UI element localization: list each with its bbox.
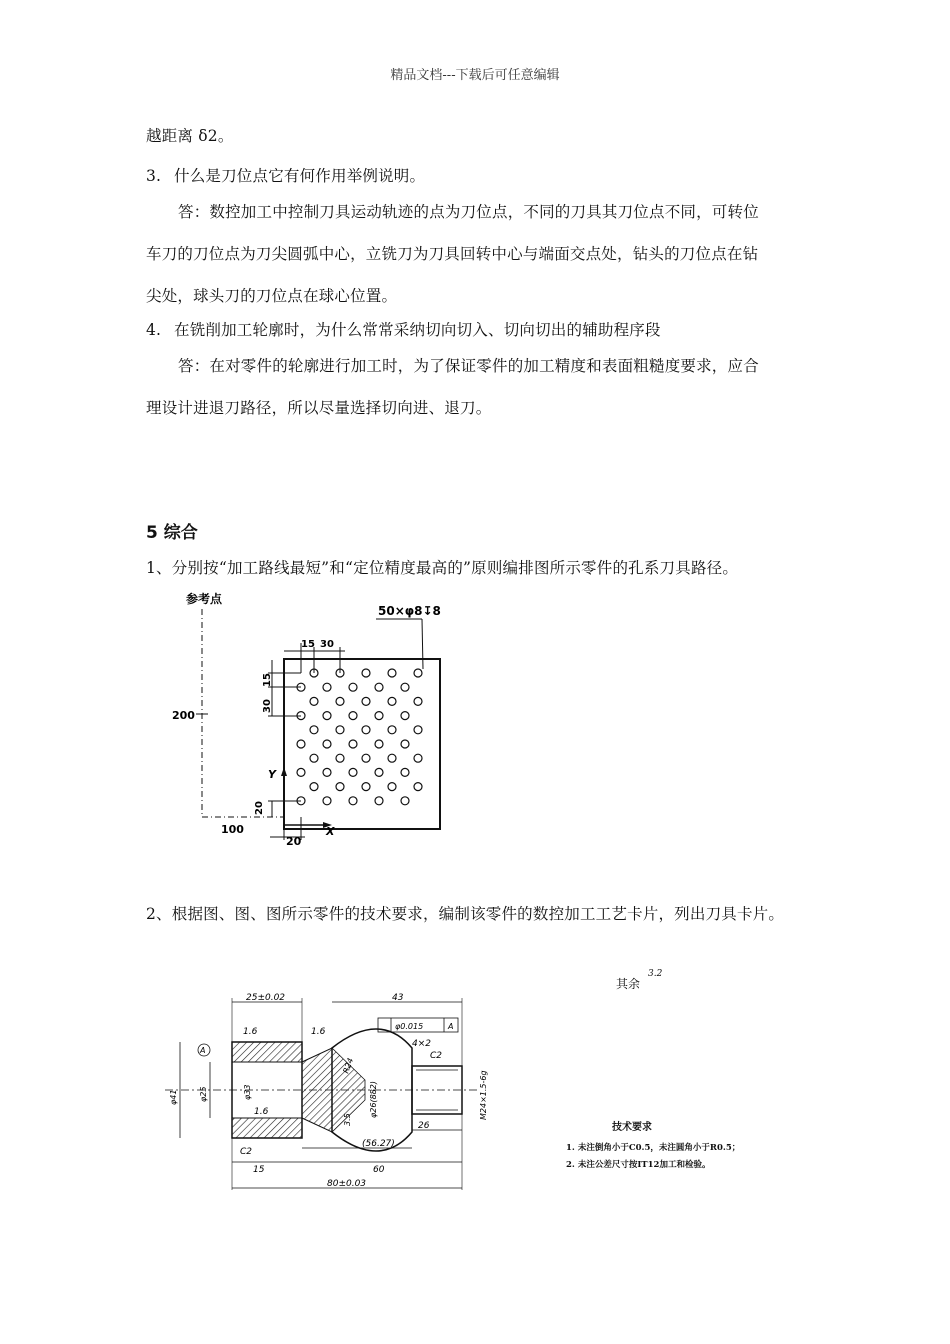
hole [388, 669, 396, 677]
hole [388, 726, 396, 734]
dim-20h: 20 [286, 835, 302, 848]
leader-line [422, 619, 423, 669]
hole [401, 712, 409, 720]
section-title: 5 综合 [146, 523, 198, 543]
question-number: 4. [146, 321, 162, 339]
tolerance-value: φ0.015 [395, 1022, 424, 1031]
dim-d33: φ33 [243, 1084, 252, 1100]
hole [336, 754, 344, 762]
hole [375, 712, 383, 720]
hatch-section [232, 1118, 302, 1138]
answer-line: 理设计进退刀路径，所以尽量选择切向进、退刀。 [146, 399, 492, 417]
tolerance-datum: A [448, 1022, 454, 1031]
dim-c2-left: C2 [240, 1147, 253, 1157]
hole [336, 783, 344, 791]
tech-requirement-1: 1. 未注倒角小于C0.5，未注圆角小于R0.5； [566, 1143, 741, 1153]
hole [349, 740, 357, 748]
hole [297, 740, 305, 748]
dim-30: 30 [320, 639, 334, 650]
hole [414, 754, 422, 762]
datum-label: A [200, 1046, 206, 1055]
y-axis-label: Y [268, 768, 276, 781]
hole [414, 783, 422, 791]
dim-20v: 20 [254, 801, 265, 815]
hole [401, 740, 409, 748]
roughness-value: 1.6 [311, 1027, 326, 1037]
dim-30v: 30 [262, 699, 273, 713]
task-1: 1、分别按“加工路线最短”和“定位精度最高的”原则编排图所示零件的孔系刀具路径。 [146, 559, 739, 577]
hole [323, 768, 331, 776]
dim-200: 200 [172, 709, 195, 722]
hole [388, 697, 396, 705]
hole [310, 754, 318, 762]
dim-60: 60 [373, 1165, 385, 1175]
hole [362, 754, 370, 762]
question-text: 在铣削加工轮廓时，为什么常常采纳切向切入、切向切出的辅助程序段 [174, 321, 661, 339]
hole [323, 740, 331, 748]
hole [375, 797, 383, 805]
page-header: 精品文档---下载后可任意编辑 [390, 68, 560, 83]
hole [310, 783, 318, 791]
dim-15v: 15 [262, 673, 273, 687]
hole [375, 740, 383, 748]
dim-d26: φ26(882) [369, 1081, 378, 1118]
hole [414, 726, 422, 734]
hole [414, 669, 422, 677]
y-axis-arrow [281, 767, 287, 776]
answer-line: 尖处，球头刀的刀位点在球心位置。 [146, 287, 398, 305]
hole [388, 783, 396, 791]
dim-56-27: (56.27) [362, 1139, 395, 1149]
x-axis-label: X [326, 825, 335, 838]
hole [388, 754, 396, 762]
dim-m24: M24×1.5-6g [479, 1070, 488, 1120]
hole [349, 768, 357, 776]
hole [401, 768, 409, 776]
hole [310, 726, 318, 734]
other-roughness-value: 3.2 [648, 969, 663, 979]
hole [401, 683, 409, 691]
dim-100: 100 [221, 823, 244, 836]
question-3 [146, 164, 425, 186]
hole [362, 726, 370, 734]
dim-r24: R24 [341, 1056, 356, 1075]
tech-requirement-2: 2. 未注公差尺寸按IT12加工和检验。 [566, 1160, 711, 1170]
hole [362, 697, 370, 705]
hole [362, 669, 370, 677]
question-4 [146, 318, 661, 340]
answer-line: 车刀的刀位点为刀尖圆弧中心，立铣刀为刀具回转中心与端面交点处，钻头的刀位点在钻 [146, 245, 759, 263]
dim-80: 80±0.03 [327, 1179, 367, 1189]
hole [401, 797, 409, 805]
hole [375, 683, 383, 691]
hole [414, 697, 422, 705]
question-number: 3. [146, 167, 162, 185]
task-2: 2、根据图、图、图所示零件的技术要求，编制该零件的数控加工工艺卡片，列出刀具卡片。 [146, 905, 785, 923]
dim-3-5: 3.5 [343, 1113, 352, 1126]
answer-line: 答：在对零件的轮廓进行加工时，为了保证零件的加工精度和表面粗糙度要求，应合 [178, 357, 759, 375]
question-text: 什么是刀位点它有何作用举例说明。 [174, 167, 426, 185]
dim-25: 25±0.02 [246, 993, 286, 1003]
dim-15: 15 [301, 639, 315, 650]
hole [323, 683, 331, 691]
hole [362, 783, 370, 791]
hole [310, 697, 318, 705]
tech-requirements-title: 技术要求 [612, 1122, 652, 1133]
hole [375, 768, 383, 776]
hole [349, 797, 357, 805]
hole [349, 683, 357, 691]
hole [323, 712, 331, 720]
hatch-section [232, 1042, 302, 1062]
roughness-value: 1.6 [254, 1107, 269, 1117]
dim-4x2: 4×2 [412, 1039, 431, 1049]
dim-c2-right: C2 [430, 1051, 443, 1061]
dim-43: 43 [392, 993, 404, 1003]
hole-grid [297, 669, 422, 805]
dim-26: 26 [418, 1121, 430, 1131]
ref-point-label: 参考点 [186, 592, 223, 606]
other-roughness-label: 其余 [616, 977, 641, 991]
hole [297, 768, 305, 776]
hole-pattern-drawing [160, 585, 460, 860]
hole-spec-label: 50×φ8↧8 [378, 604, 441, 618]
part-drawing [150, 990, 490, 1202]
dim-15: 15 [253, 1165, 265, 1175]
text-line: 越距离 δ2。 [146, 127, 234, 145]
hole [323, 797, 331, 805]
hole [336, 697, 344, 705]
plate-outline [284, 659, 440, 829]
dim-d25: φ25 [199, 1086, 208, 1102]
hole [336, 726, 344, 734]
hole [349, 712, 357, 720]
roughness-value: 1.6 [243, 1027, 258, 1037]
hatch-section [302, 1048, 332, 1132]
dim-d41: φ41 [169, 1089, 178, 1105]
answer-line: 答：数控加工中控制刀具运动轨迹的点为刀位点，不同的刀具其刀位点不同，可转位 [178, 203, 759, 221]
